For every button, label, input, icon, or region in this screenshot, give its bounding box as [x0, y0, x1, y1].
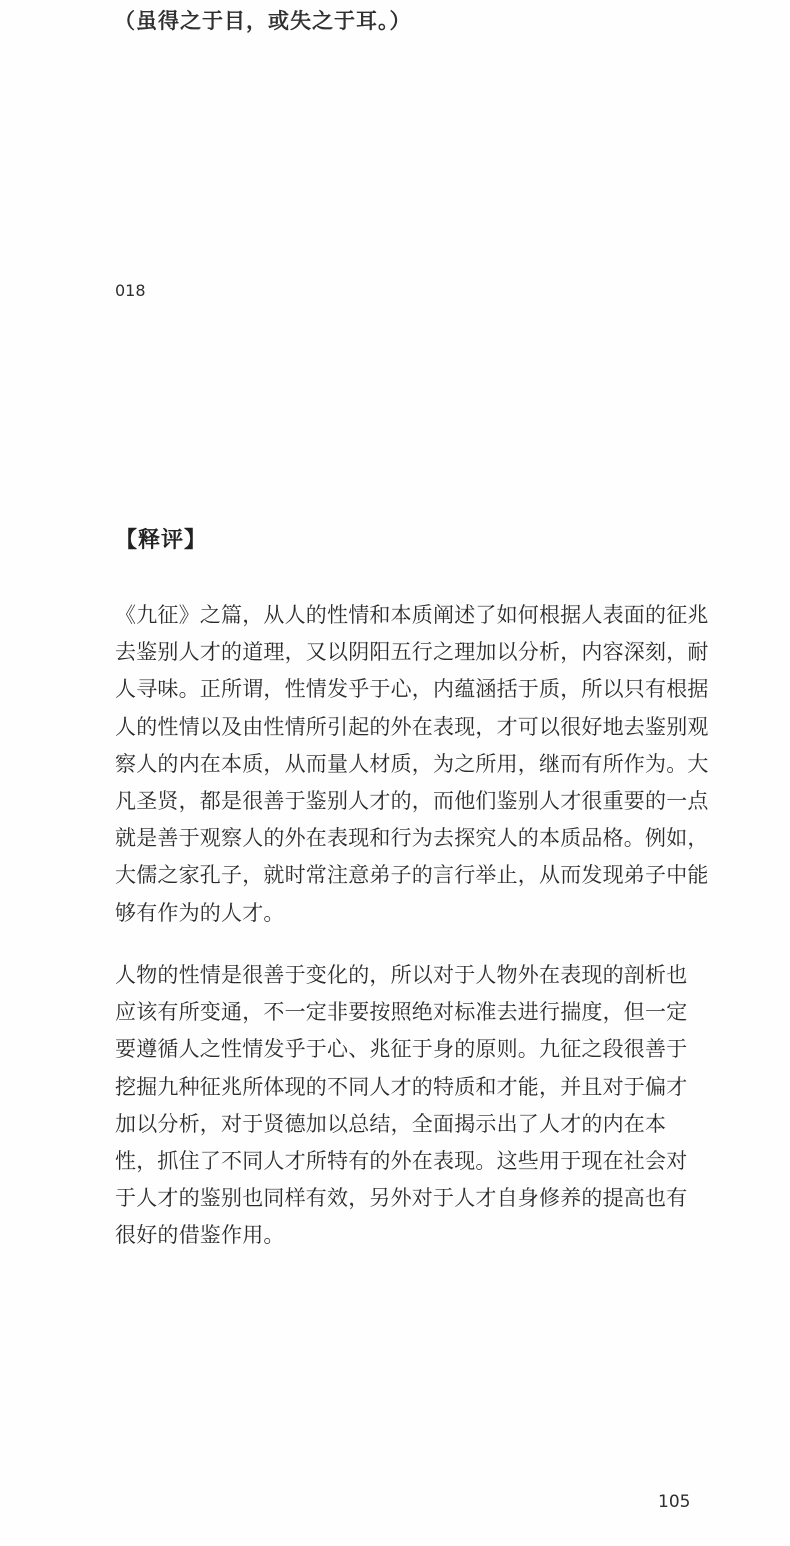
paragraph-line: 人寻味。正所谓，性情发乎于心，内蕴涵括于质，所以只有根据: [115, 677, 709, 702]
paragraph-line: 察人的内在本质，从而量人材质，为之所用，继而有所作为。大: [115, 751, 709, 776]
commentary-paragraph-1: [115, 597, 709, 932]
paragraph-line: 于人才的鉴别也同样有效，另外对于人才自身修养的提高也有: [115, 1186, 688, 1211]
paragraph-line: 要遵循人之性情发乎于心、兆征于身的原则。九征之段很善于: [115, 1037, 688, 1062]
paragraph-line: 凡圣贤，都是很善于鉴别人才的，而他们鉴别人才很重要的一点: [115, 789, 709, 814]
paragraph-line: 性，抓住了不同人才所特有的外在表现。这些用于现在社会对: [115, 1149, 688, 1174]
paragraph-line: 很好的借鉴作用。: [115, 1223, 285, 1248]
paragraph-line: 就是善于观察人的外在表现和行为去探究人的本质品格。例如，: [115, 826, 709, 851]
paragraph-line: 应该有所变通，不一定非要按照绝对标准去进行揣度，但一定: [115, 1000, 688, 1025]
paragraph-line: 够有作为的人才。: [115, 900, 285, 925]
commentary-paragraph-2: [115, 957, 690, 1255]
section-title: 【释评】: [115, 527, 208, 553]
paragraph-line: 《九征》之篇，从人的性情和本质阐述了如何根据人表面的征兆: [115, 603, 709, 627]
paragraph-line: 人物的性情是很善于变化的，所以对于人物外在表现的剖析也: [115, 963, 688, 987]
paragraph-line: 人的性情以及由性情所引起的外在表现，才可以很好地去鉴别观: [115, 714, 709, 739]
paragraph-line: 加以分析，对于贤德加以总结，全面揭示出了人才的内在本: [115, 1111, 667, 1136]
page-number: 105: [658, 1492, 691, 1512]
paragraph-line: 去鉴别人才的道理，又以阴阳五行之理加以分析，内容深刻，耐: [115, 640, 709, 665]
paragraph-line: 大儒之家孔子，就时常注意弟子的言行举止，从而发现弟子中能: [115, 863, 709, 888]
paragraph-line: 挖掘九种征兆所体现的不同人才的特质和才能，并且对于偏才: [115, 1074, 688, 1099]
top-note: （虽得之于目，或失之于耳。）: [114, 8, 412, 33]
page-code: 018: [115, 281, 146, 300]
